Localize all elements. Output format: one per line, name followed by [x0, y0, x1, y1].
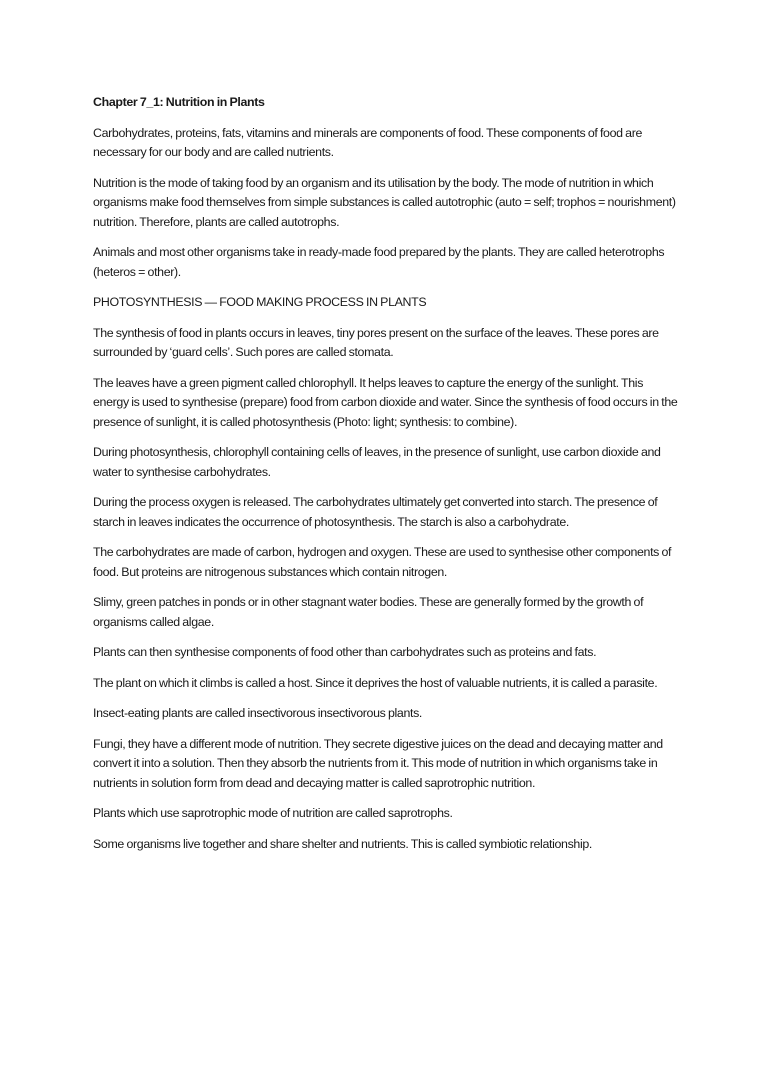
paragraph-saprotrophs: Plants which use saprotrophic mode of nutrition are called saprotrophs.: [93, 806, 453, 820]
paragraph-parasite: The plant on which it climbs is called a host. Since it deprives the host of valuable nutrients, it is called a parasite.: [93, 675, 658, 690]
section-heading-photosynthesis: PHOTOSYNTHESIS — FOOD MAKING PROCESS IN PLANTS: [93, 295, 427, 309]
paragraph-stomata: The synthesis of food in plants occurs in leaves, tiny pores present on the surface of the leaves. These pores are surrounded by ‘guard cells’. Such pores are called stomata.: [93, 325, 659, 359]
paragraph-nutrients: Carbohydrates, proteins, fats, vitamins and minerals are components of food. These components of food are necessary for our body and are called nutrients.: [93, 125, 643, 159]
paragraph-proteins-fats: Plants can then synthesise components of food other than carbohydrates such as proteins and fats.: [93, 645, 597, 659]
paragraph-photosynthesis-process: During photosynthesis, chlorophyll containing cells of leaves, in the presence of sunlight, use carbon dioxide and water to synthesise carbohydrates.: [93, 445, 661, 479]
chapter-heading: Chapter 7_1: Nutrition in Plants: [93, 95, 265, 109]
paragraph-algae: Slimy, green patches in ponds or in other stagnant water bodies. These are generally formed by the growth of organisms called algae.: [93, 595, 644, 629]
document-body: [93, 93, 678, 865]
paragraph-insectivorous: Insect-eating plants are called insectivorous insectivorous plants.: [93, 706, 423, 720]
paragraph-carbohydrates: The carbohydrates are made of carbon, hydrogen and oxygen. These are used to synthesise other components of food. But proteins are nitrogenous substances which contain nitrogen.: [93, 545, 672, 579]
paragraph-heterotrophs: Animals and most other organisms take in ready-made food prepared by the plants. They are called heterotrophs (heteros = other).: [93, 245, 665, 279]
paragraph-chlorophyll: The leaves have a green pigment called chlorophyll. It helps leaves to capture the energy of the sunlight. This energy is used to synthesise (prepare) food from carbon dioxide and water. Since the synthesis of food occurs in the presence of sunlight, it is called photosynthesis (Photo: light; synthesis: to combine).: [93, 375, 678, 429]
paragraph-fungi: Fungi, they have a different mode of nutrition. They secrete digestive juices on the dead and decaying matter and convert it into a solution. Then they absorb the nutrients from it. This mode of nutrition in which organisms take in nutrients in solution form from dead and decaying matter is called saprotrophic nutrition.: [93, 736, 663, 790]
paragraph-autotrophic: Nutrition is the mode of taking food by an organism and its utilisation by the body. The mode of nutrition in which organisms make food themselves from simple substances is called autotrophic (auto = self; trophos = nourishment) nutrition. Therefore, plants are called autotrophs.: [93, 175, 676, 229]
paragraph-symbiotic: Some organisms live together and share shelter and nutrients. This is called symbiotic relationship.: [93, 836, 592, 851]
paragraph-starch: During the process oxygen is released. The carbohydrates ultimately get converted into starch. The presence of starch in leaves indicates the occurrence of photosynthesis. The starch is also a carbohydrate.: [93, 495, 658, 529]
